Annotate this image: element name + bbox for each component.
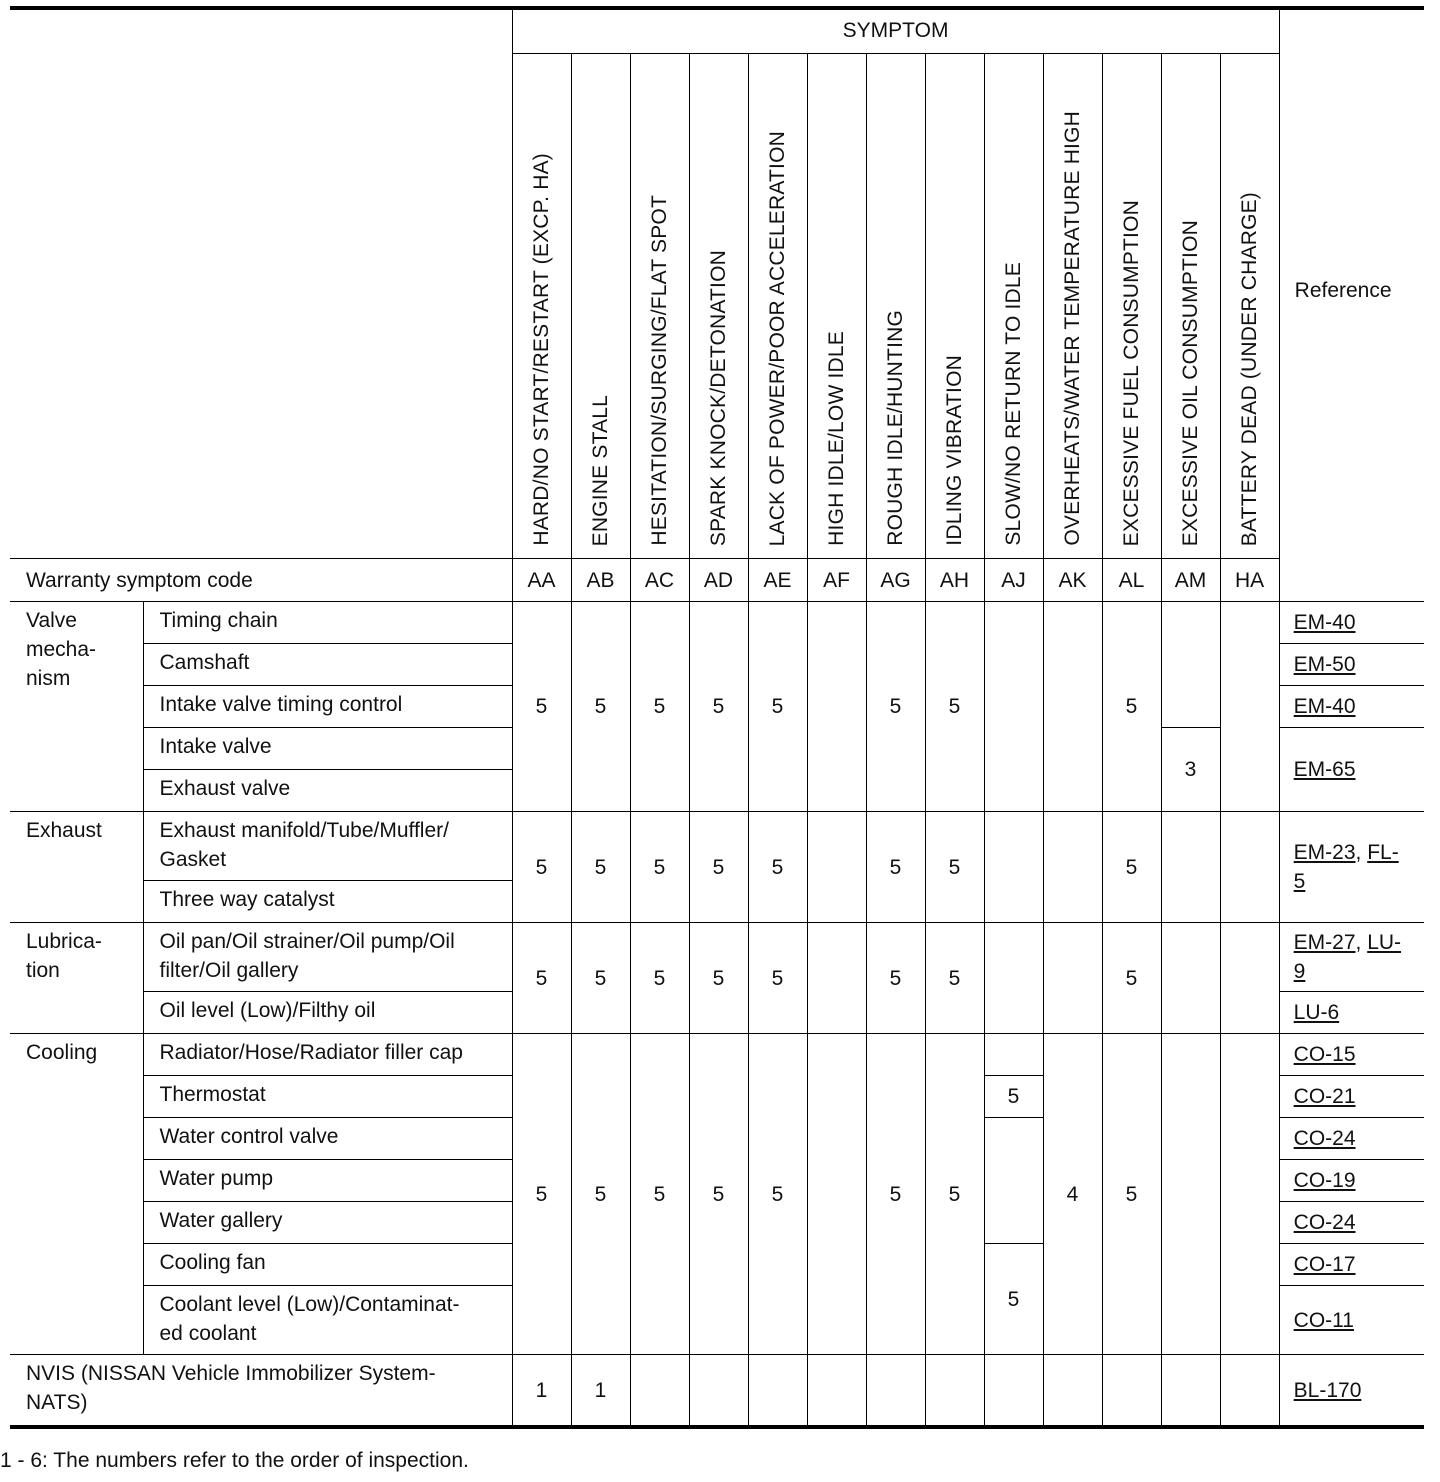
ref-water-gallery <box>1279 1202 1424 1244</box>
code-ag: AG <box>866 559 925 602</box>
ref-water-control-valve <box>1279 1118 1424 1160</box>
ref-link[interactable]: CO-17 <box>1293 1253 1356 1276</box>
nvis-af <box>807 1355 866 1428</box>
lub-al: 5 <box>1102 923 1161 1034</box>
nvis-aj <box>984 1355 1043 1428</box>
code-am: AM <box>1161 559 1220 602</box>
lub-aj <box>984 923 1043 1034</box>
nvis-ag <box>866 1355 925 1428</box>
ref-link[interactable]: LU-6 <box>1293 1001 1340 1024</box>
nvis-al <box>1102 1355 1161 1428</box>
ref-link[interactable]: BL-170 <box>1293 1378 1362 1402</box>
lub-am <box>1161 923 1220 1034</box>
cool-aa: 5 <box>512 1034 571 1355</box>
ref-link[interactable]: EM-65 <box>1293 758 1356 781</box>
lub-ac: 5 <box>630 923 689 1034</box>
valve-am-lower: 3 <box>1161 728 1220 812</box>
valve-ab: 5 <box>571 602 630 812</box>
cool-aj-thermostat: 5 <box>984 1076 1043 1118</box>
item-nvis: NVIS (NISSAN Vehicle Immobilizer System- NATS) <box>10 1355 512 1428</box>
cool-aj-radiator <box>984 1034 1043 1076</box>
symptom-header: SYMPTOM <box>512 8 1279 54</box>
exhaust-ae: 5 <box>748 812 807 923</box>
symptom-col-ag: ROUGH IDLE/HUNTING <box>866 54 925 559</box>
cool-ak: 4 <box>1043 1034 1102 1355</box>
ref-exhaust: EM-23, FL- 5 <box>1279 812 1424 923</box>
ref-link[interactable]: LU- 9 <box>1293 931 1402 983</box>
valve-ae: 5 <box>748 602 807 812</box>
item-exhaust-manifold: Exhaust manifold/Tube/Muffler/ Gasket <box>143 812 512 881</box>
cool-ad: 5 <box>689 1034 748 1355</box>
ref-link[interactable]: EM-27 <box>1293 931 1356 954</box>
nvis-ae <box>748 1355 807 1428</box>
cool-am <box>1161 1034 1220 1355</box>
code-ae: AE <box>748 559 807 602</box>
exhaust-ad: 5 <box>689 812 748 923</box>
valve-ag: 5 <box>866 602 925 812</box>
item-exhaust-valve: Exhaust valve <box>143 770 512 812</box>
header-blank <box>10 8 512 559</box>
ref-nvis <box>1279 1355 1424 1428</box>
item-oil-level: Oil level (Low)/Filthy oil <box>143 992 512 1034</box>
item-intake-valve-timing: Intake valve timing control <box>143 686 512 728</box>
symptom-col-af: HIGH IDLE/LOW IDLE <box>807 54 866 559</box>
exhaust-ha <box>1220 812 1279 923</box>
reference-header: Reference <box>1279 8 1424 602</box>
exhaust-ag: 5 <box>866 812 925 923</box>
valve-al: 5 <box>1102 602 1161 812</box>
cool-ab: 5 <box>571 1034 630 1355</box>
valve-ha <box>1220 602 1279 812</box>
code-af: AF <box>807 559 866 602</box>
ref-coolant-level <box>1279 1286 1424 1355</box>
symptom-col-ah: IDLING VIBRATION <box>925 54 984 559</box>
symptom-col-ab: ENGINE STALL <box>571 54 630 559</box>
item-three-way-catalyst: Three way catalyst <box>143 881 512 923</box>
exhaust-af <box>807 812 866 923</box>
valve-ah: 5 <box>925 602 984 812</box>
symptom-col-ac: HESITATION/SURGING/FLAT SPOT <box>630 54 689 559</box>
lub-ah: 5 <box>925 923 984 1034</box>
nvis-ha <box>1220 1355 1279 1428</box>
nvis-am <box>1161 1355 1220 1428</box>
code-ak: AK <box>1043 559 1102 602</box>
cool-ha <box>1220 1034 1279 1355</box>
lub-ab: 5 <box>571 923 630 1034</box>
valve-af <box>807 602 866 812</box>
ref-camshaft <box>1279 644 1424 686</box>
warranty-label: Warranty symptom code <box>10 559 512 602</box>
category-valve: Valve mecha- nism <box>10 602 143 812</box>
ref-oil-level <box>1279 992 1424 1034</box>
ref-link[interactable]: CO-15 <box>1293 1043 1356 1066</box>
item-coolant-level: Coolant level (Low)/Contaminat- ed coolant <box>143 1286 512 1355</box>
cool-af <box>807 1034 866 1355</box>
diagnosis-table-page <box>10 6 1424 1429</box>
ref-link[interactable]: CO-21 <box>1293 1085 1356 1108</box>
lub-ha <box>1220 923 1279 1034</box>
nvis-ah <box>925 1355 984 1428</box>
code-al: AL <box>1102 559 1161 602</box>
ref-link[interactable]: CO-24 <box>1293 1211 1356 1234</box>
ref-water-pump <box>1279 1160 1424 1202</box>
nvis-ak <box>1043 1355 1102 1428</box>
item-oil-pan: Oil pan/Oil strainer/Oil pump/Oil filter/Oil gallery <box>143 923 512 992</box>
exhaust-aj <box>984 812 1043 923</box>
ref-thermostat <box>1279 1076 1424 1118</box>
ref-link[interactable]: CO-19 <box>1293 1169 1356 1192</box>
valve-ak <box>1043 602 1102 812</box>
category-cooling: Cooling <box>10 1034 143 1355</box>
lub-ak <box>1043 923 1102 1034</box>
code-ah: AH <box>925 559 984 602</box>
lub-af <box>807 923 866 1034</box>
item-intake-valve: Intake valve <box>143 728 512 770</box>
valve-aj <box>984 602 1043 812</box>
category-lubrication: Lubrica- tion <box>10 923 143 1034</box>
cool-al: 5 <box>1102 1034 1161 1355</box>
ref-link[interactable]: EM-50 <box>1293 653 1356 676</box>
item-camshaft: Camshaft <box>143 644 512 686</box>
ref-link[interactable]: FL- 5 <box>1293 841 1399 893</box>
symptom-col-aj: SLOW/NO RETURN TO IDLE <box>984 54 1043 559</box>
symptom-col-ad: SPARK KNOCK/DETONATION <box>689 54 748 559</box>
valve-aa: 5 <box>512 602 571 812</box>
exhaust-ah: 5 <box>925 812 984 923</box>
footnote: 1 - 6: The numbers refer to the order of inspection. <box>0 1449 469 1472</box>
cool-ah: 5 <box>925 1034 984 1355</box>
symptom-col-aa: HARD/NO START/RESTART (EXCP. HA) <box>512 54 571 559</box>
ref-cooling-fan <box>1279 1244 1424 1286</box>
symptom-col-al: EXCESSIVE FUEL CONSUMPTION <box>1102 54 1161 559</box>
cool-aj-fan: 5 <box>984 1244 1043 1355</box>
code-ac: AC <box>630 559 689 602</box>
code-ha: HA <box>1220 559 1279 602</box>
item-water-pump: Water pump <box>143 1160 512 1202</box>
item-timing-chain: Timing chain <box>143 602 512 644</box>
ref-valves <box>1279 728 1424 812</box>
exhaust-ab: 5 <box>571 812 630 923</box>
ref-oil-pan: EM-27, LU- 9 <box>1279 923 1424 992</box>
valve-am-upper <box>1161 602 1220 728</box>
exhaust-ak <box>1043 812 1102 923</box>
cool-ae: 5 <box>748 1034 807 1355</box>
symptom-col-ae: LACK OF POWER/POOR ACCELERATION <box>748 54 807 559</box>
lub-aa: 5 <box>512 923 571 1034</box>
code-aj: AJ <box>984 559 1043 602</box>
item-thermostat: Thermostat <box>143 1076 512 1118</box>
symptom-col-ak: OVERHEATS/WATER TEMPERATURE HIGH <box>1043 54 1102 559</box>
symptom-col-am: EXCESSIVE OIL CONSUMPTION <box>1161 54 1220 559</box>
valve-ac: 5 <box>630 602 689 812</box>
ref-link[interactable]: EM-40 <box>1293 695 1356 718</box>
nvis-aa: 1 <box>512 1355 571 1428</box>
exhaust-aa: 5 <box>512 812 571 923</box>
nvis-ab: 1 <box>571 1355 630 1428</box>
lub-ad: 5 <box>689 923 748 1034</box>
ref-intake-valve-timing <box>1279 686 1424 728</box>
ref-link[interactable]: CO-24 <box>1293 1127 1356 1150</box>
item-cooling-fan: Cooling fan <box>143 1244 512 1286</box>
exhaust-al: 5 <box>1102 812 1161 923</box>
nvis-ac <box>630 1355 689 1428</box>
nvis-ad <box>689 1355 748 1428</box>
ref-link[interactable]: CO-11 <box>1293 1308 1354 1332</box>
item-radiator: Radiator/Hose/Radiator filler cap <box>143 1034 512 1076</box>
item-water-gallery: Water gallery <box>143 1202 512 1244</box>
ref-timing-chain <box>1279 602 1424 644</box>
symptom-col-ha: BATTERY DEAD (UNDER CHARGE) <box>1220 54 1279 559</box>
cool-aj-mid <box>984 1118 1043 1244</box>
exhaust-ac: 5 <box>630 812 689 923</box>
code-ad: AD <box>689 559 748 602</box>
ref-link[interactable]: EM-40 <box>1293 611 1356 634</box>
cool-ac: 5 <box>630 1034 689 1355</box>
ref-link[interactable]: EM-23 <box>1293 841 1356 864</box>
ref-radiator <box>1279 1034 1424 1076</box>
lub-ae: 5 <box>748 923 807 1034</box>
exhaust-am <box>1161 812 1220 923</box>
category-exhaust: Exhaust <box>10 812 143 923</box>
symptom-table <box>10 6 1424 1429</box>
valve-ad: 5 <box>689 602 748 812</box>
code-aa: AA <box>512 559 571 602</box>
item-water-control-valve: Water control valve <box>143 1118 512 1160</box>
code-ab: AB <box>571 559 630 602</box>
cool-ag: 5 <box>866 1034 925 1355</box>
lub-ag: 5 <box>866 923 925 1034</box>
